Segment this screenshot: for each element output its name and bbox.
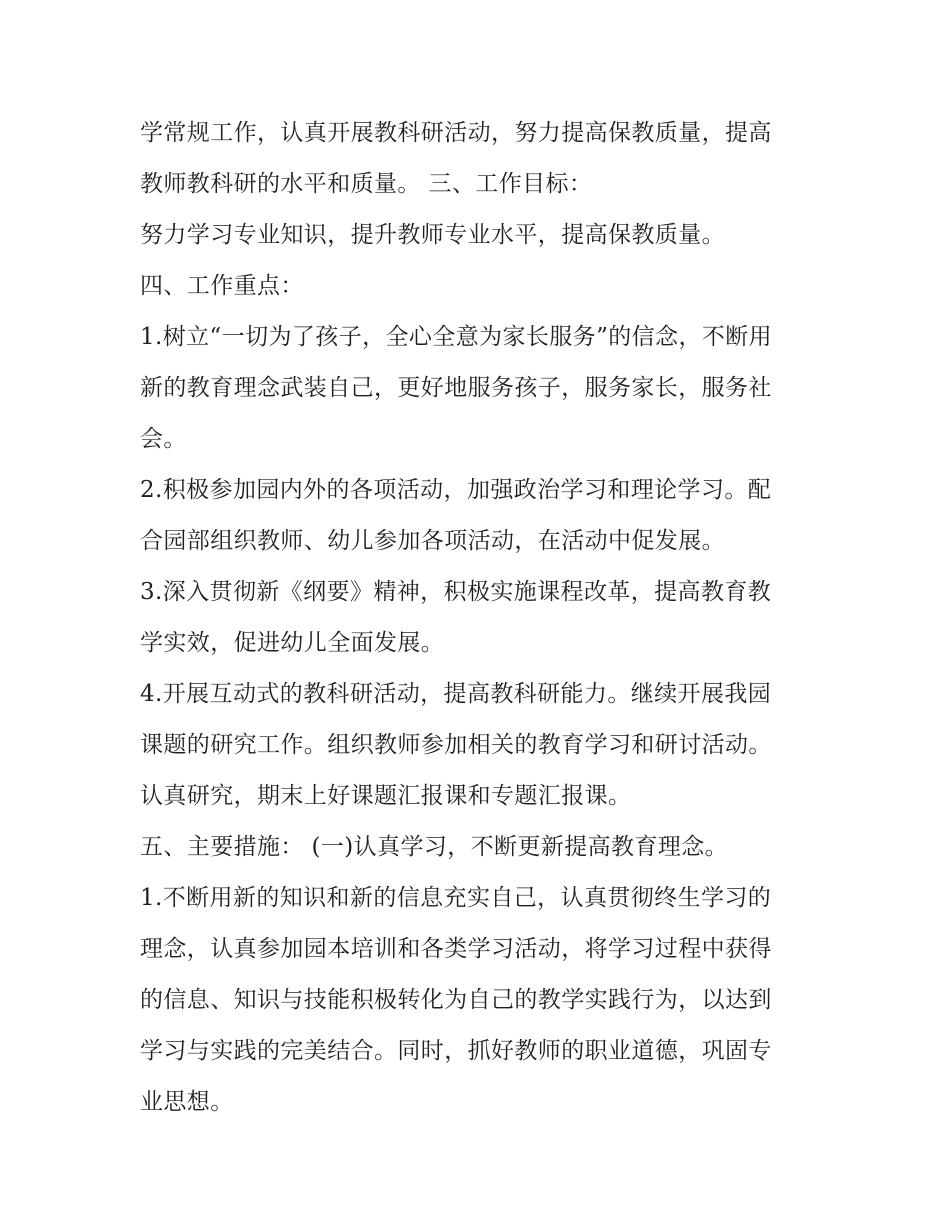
text-line: 4.开展互动式的教科研活动，提高教科研能力。继续开展我园: [140, 681, 772, 707]
section-heading: 四、工作重点：: [140, 273, 304, 299]
text-line: 努力学习专业知识，提升教师专业水平，提高保教质量。: [140, 222, 725, 248]
text-line: 业思想。: [140, 1089, 234, 1115]
text-line: 认真研究，期末上好课题汇报课和专题汇报课。: [140, 783, 632, 809]
text-line: 1.不断用新的知识和新的信息充实自己，认真贯彻终生学习的: [140, 885, 772, 911]
text-line: 新的教育理念武装自己，更好地服务孩子，服务家长，服务社: [140, 375, 772, 401]
text-line: 2.积极参加园内外的各项活动，加强政治学习和理论学习。配: [140, 477, 772, 503]
section-heading: 五、主要措施： (一)认真学习，不断更新提高教育理念。: [140, 834, 729, 860]
text-line: 3.深入贯彻新《纲要》精神，积极实施课程改革，提高教育教: [140, 579, 772, 605]
text-line: 学常规工作，认真开展教科研活动，努力提高保教质量，提高: [140, 120, 772, 146]
text-line: 会。: [140, 426, 187, 452]
text-line: 合园部组织教师、幼儿参加各项活动，在活动中促发展。: [140, 528, 725, 554]
text-line: 学习与实践的完美结合。同时，抓好教师的职业道德，巩固专: [140, 1038, 772, 1064]
document-body: [140, 108, 820, 1128]
text-line: 课题的研究工作。组织教师参加相关的教育学习和研讨活动。: [140, 732, 772, 758]
text-line: 的信息、知识与技能积极转化为自己的教学实践行为，以达到: [140, 987, 772, 1013]
text-line: 1.树立“一切为了孩子，全心全意为家长服务”的信念，不断用: [140, 324, 773, 350]
text-line: 理念，认真参加园本培训和各类学习活动，将学习过程中获得: [140, 936, 772, 962]
text-line: 教师教科研的水平和质量。 三、工作目标：: [140, 171, 593, 197]
text-line: 学实效，促进幼儿全面发展。: [140, 630, 445, 656]
